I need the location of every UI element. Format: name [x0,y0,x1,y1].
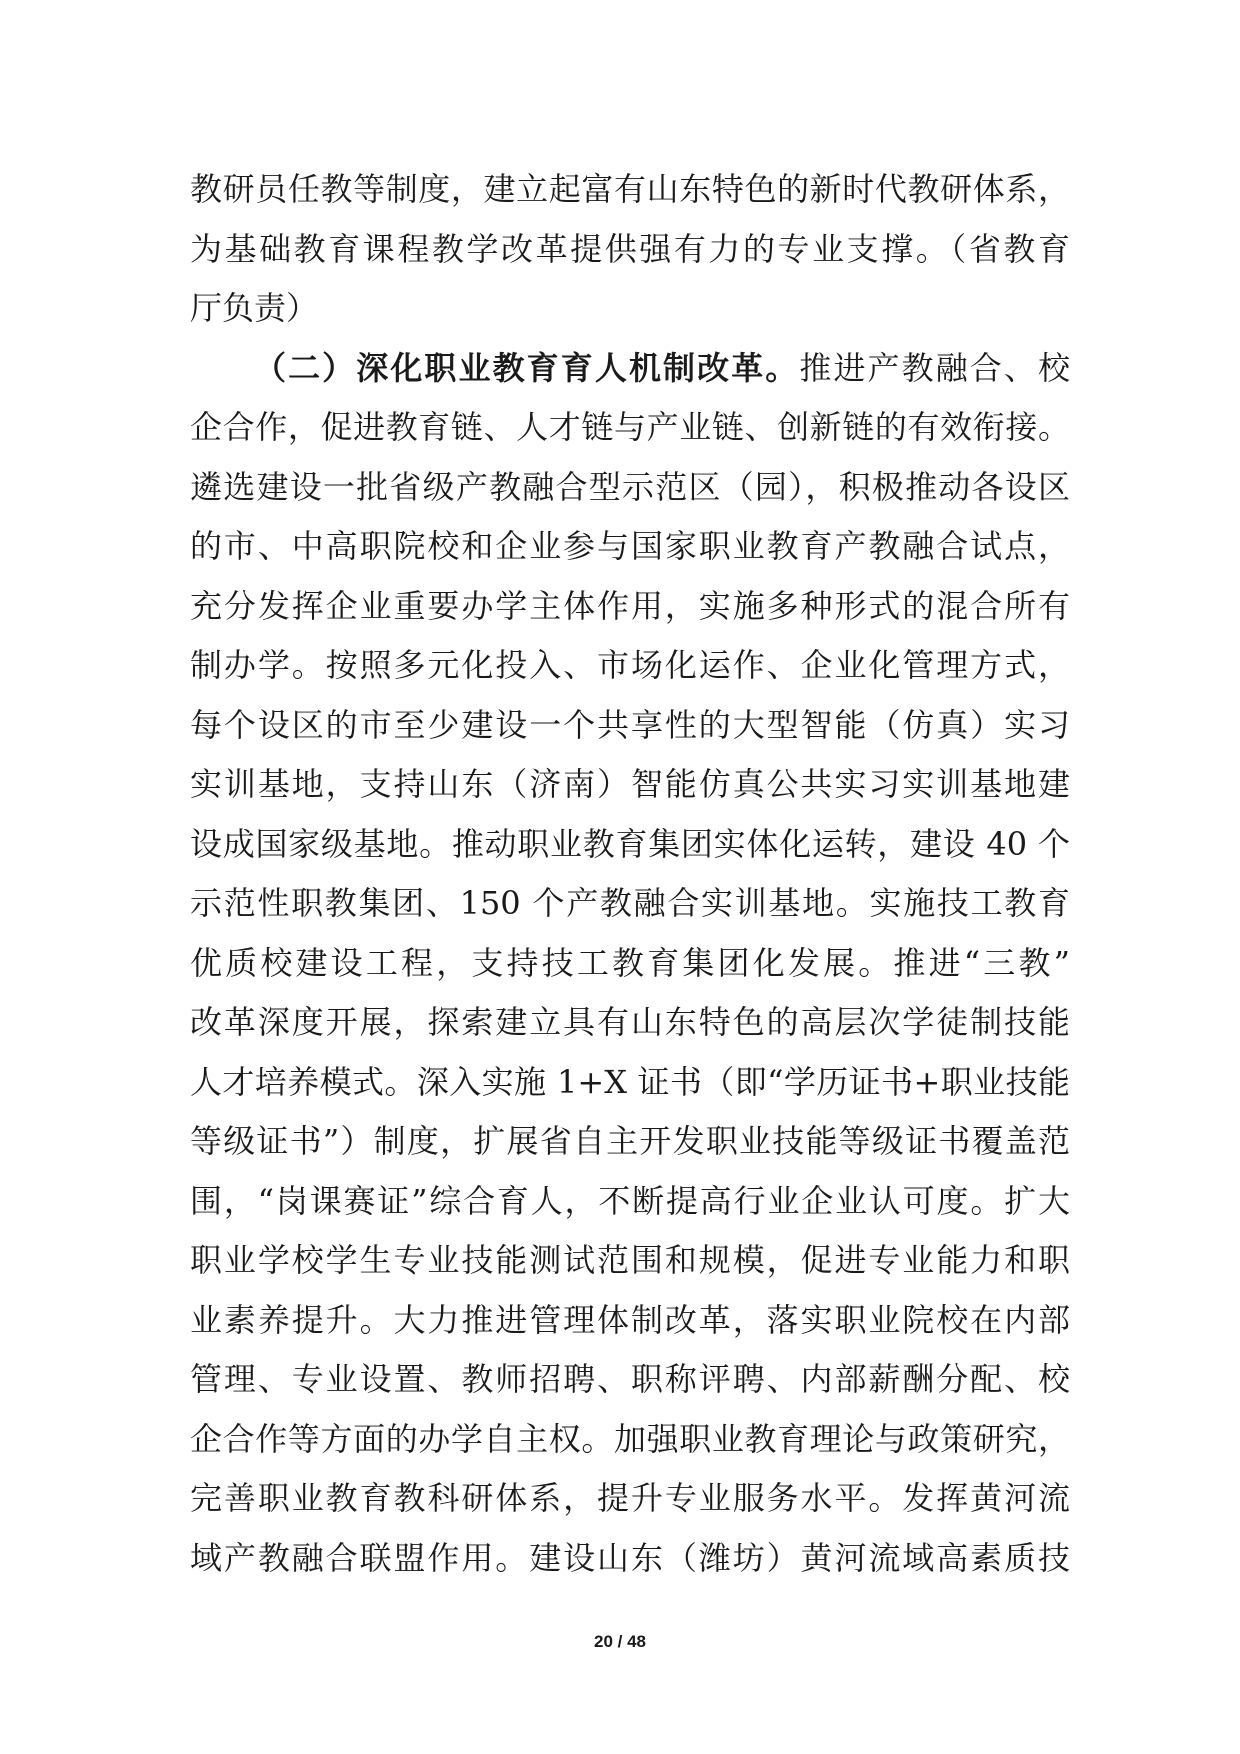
text-line: 设成国家级基地。推动职业教育集团实体化运转，建设 40 个 [190,824,1070,863]
text-line: 业素养提升。大力推进管理体制改革，落实职业院校在内部 [190,1300,1070,1339]
text-line: 的市、中高职院校和企业参与国家职业教育产教融合试点， [190,527,1070,565]
text-line: 人才培养模式。深入实施 1+X 证书（即“学历证书+职业技能 [190,1062,1070,1101]
text-line: 企合作，促进教育链、人才链与产业链、创新链的有效衔接。 [190,408,1070,446]
text-line: 教研员任教等制度，建立起富有山东特色的新时代教研体系， [190,170,1070,208]
section-first-line [190,339,1070,399]
text-line: 优质校建设工程，支持技工教育集团化发展。推进“三教” [190,943,1070,982]
text-line: 充分发挥企业重要办学主体作用，实施多种形式的混合所有 [190,586,1070,625]
page-number: 20 / 48 [594,1632,646,1651]
text-line: 完善职业教育教科研体系，提升专业服务水平。发挥黄河流 [190,1479,1070,1517]
body-text [190,160,1070,1588]
text-line: 制办学。按照多元化投入、市场化运作、企业化管理方式， [190,646,1070,684]
text-line: 每个设区的市至少建设一个共享性的大型智能（仿真）实习 [190,705,1070,744]
text-line: 实训基地，支持山东（济南）智能仿真公共实习实训基地建 [190,765,1070,803]
text-line: 为基础教育课程教学改革提供强有力的专业支撑。（省教育 [190,229,1070,268]
text-line: 企合作等方面的办学自主权。加强职业教育理论与政策研究， [190,1419,1070,1458]
text-line: 厅负责） [190,289,319,327]
text-line: 改革深度开展，探索建立具有山东特色的高层次学徒制技能 [190,1003,1070,1041]
section-first-line-text: 推进产教融合、校 [799,348,1070,387]
text-line: 围，“岗课赛证”综合育人，不断提高行业企业认可度。扩大 [190,1181,1070,1220]
text-line: 示范性职教集团、150 个产教融合实训基地。实施技工教育 [190,884,1070,922]
text-line: 等级证书”）制度，扩展省自主开发职业技能等级证书覆盖范 [190,1122,1070,1160]
text-line: 遴选建设一批省级产教融合型示范区（园），积极推动各设区 [190,467,1070,506]
text-line: 域产教融合联盟作用。建设山东（潍坊）黄河流域高素质技 [190,1538,1070,1577]
text-line: 管理、专业设置、教师招聘、职称评聘、内部薪酬分配、校 [190,1360,1070,1398]
text-line: 职业学校学生专业技能测试范围和规模，促进专业能力和职 [190,1241,1070,1279]
section-heading: （二）深化职业教育育人机制改革。 [254,348,800,387]
